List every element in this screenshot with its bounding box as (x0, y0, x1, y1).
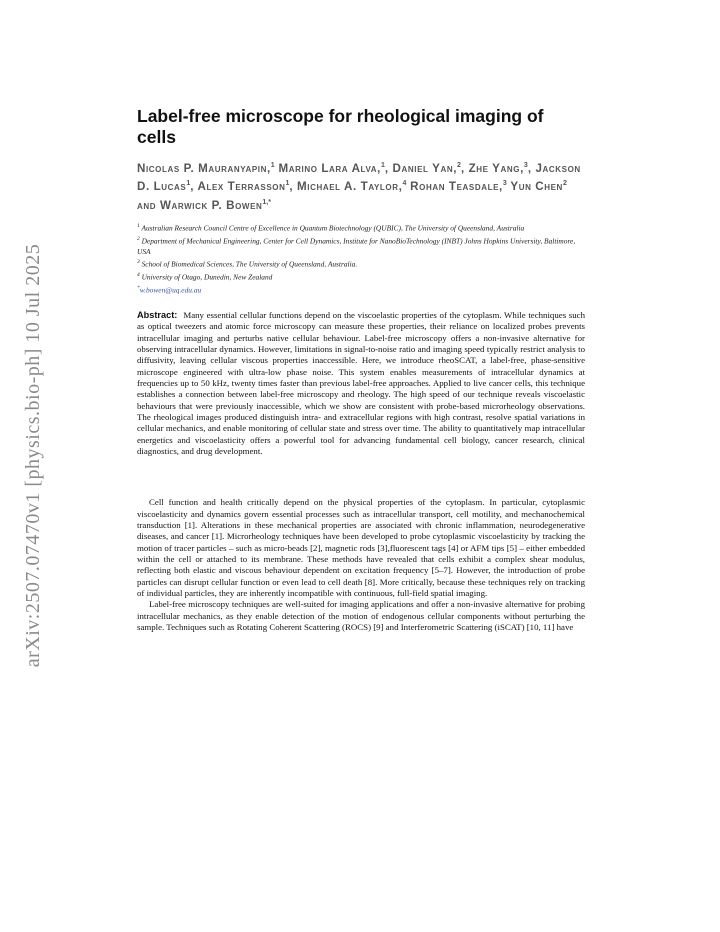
author: Nicolas P. Mauranyapin,$^1$ (137, 161, 275, 175)
author: , Michael A. Taylor,$^4$ (289, 180, 407, 194)
author-list (137, 158, 585, 213)
author: and Warwick P. Bowen$^{1,*}$ (137, 198, 271, 212)
affiliation-list (137, 221, 585, 296)
paper-content (137, 106, 585, 633)
affiliation: $^1$ Australian Research Council Centre of Excellence in Quantum Biotechnology (QUBIC), The University of Queensland, Australia (137, 223, 525, 233)
author: , Zhe Yang,$^3$ (460, 161, 528, 175)
author: , Jackson D. Lucas$^1$ (137, 161, 581, 194)
body-paragraph: Label-free microscopy techniques are well-suited for imaging applications and offer a non-invasive alternative for probing intracellular mechanics, as they enable detection of the motion of endogenous cellular components without perturbing the sample. Techniques such as Rotating Coherent Scattering (ROCS) [9] and Interferometric Scattering (iSCAT) [10, 11] have (137, 599, 585, 633)
author: Rohan Teasdale,$^3$ (406, 180, 507, 194)
body-paragraph: Cell function and health critically depend on the physical properties of the cytoplasm. In particular, cytoplasmic viscoelasticity and dynamics govern essential processes such as intracellular transport, cell motility, and mechanochemical transduction [1]. Alterations in these mechanical properties are associated with chronic inflammation, neurodegenerative diseases, and cancer [1]. Microrheology techniques have been developed to probe cytoplasmic viscoelasticity by tracking the motion of tracer particles – such as micro-beads [2], magnetic rods [3],fluorescent tags [4] or AFM tips [5] – either embedded within the cell or attached to its membrane. These methods have revealed that cells exhibit a complex shear modulus, reflecting both elastic and viscous behaviour dependent on excitation frequency [5–7]. However, the introduction of probe particles can disrupt cellular function or even lead to cell death [8]. More critically, because these techniques rely on tracking of individual particles, they are inherently incompatible with continuous, full-field spatial imaging. (137, 497, 585, 599)
affiliation: $^4$ University of Otago, Dunedin, New Zealand (137, 272, 273, 282)
author: Yun Chen$^2$ (506, 180, 567, 194)
affiliation: $^3$ School of Biomedical Sciences, The University of Queensland, Australia. (137, 259, 358, 269)
author: , Daniel Yan,$^2$ (384, 161, 461, 175)
arxiv-identifier-stamp (14, 230, 54, 680)
body-text (137, 497, 585, 633)
abstract-label: Abstract: (137, 309, 178, 320)
author: , Alex Terrasson$^1$ (190, 180, 290, 194)
affiliation: $^2$ Department of Mechanical Engineering, Center for Cell Dynamics, Institute for NanoBioTechnology (INBT) Johns Hopkins University, Baltimore, USA (137, 235, 576, 256)
arxiv-identifier[interactable]: arXiv:2507.07470v1 [physics.bio-ph] 10 Jul 2025 (22, 243, 45, 667)
abstract-text: Many essential cellular functions depend on the viscoelastic properties of the cytoplasm. While techniques such as optical tweezers and atomic force microscopy can measure these properties, their reliance on localized probes prevents intracellular imaging and perturbs native cellular behaviour. Label-free microscopy offers a non-invasive alternative for observing intracellular dynamics. However, limitations in signal-to-noise ratio and imaging speed typically restrict analysis to diffusivity, leaving cellular viscous properties inaccessible. Here, we introduce rheoSCAT, a label-free, phase-sensitive microscope engineered with ultra-low phase noise. This system enables measurements of intracellular dynamics at frequencies up to 50 kHz, twenty times faster than previous label-free approaches. Applied to live cancer cells, this technique establishes a connection between label-free microscopy and rheology. The high speed of our technique reveals viscoelastic behaviours that were previously inaccessible, which we show are consistent with probe-based microrheology observations. The rheological images produced distinguish intra- and extracellular regions with high contrast, resolve spatial variations in cellular mechanics, and enable monitoring of cellular state and stress over time. The ability to quantitatively map intracellular energetics and viscoelasticity offers a powerful tool for advancing fundamental cell biology, cancer research, clinical diagnostics, and drug development. (137, 309, 585, 456)
corresponding-email-link[interactable]: *w.bowen@uq.edu.au (137, 284, 202, 295)
paper-title: Label-free microscope for rheological imaging of cells (137, 106, 544, 147)
author: Marino Lara Alva,$^1$ (278, 161, 385, 175)
abstract (137, 310, 585, 457)
